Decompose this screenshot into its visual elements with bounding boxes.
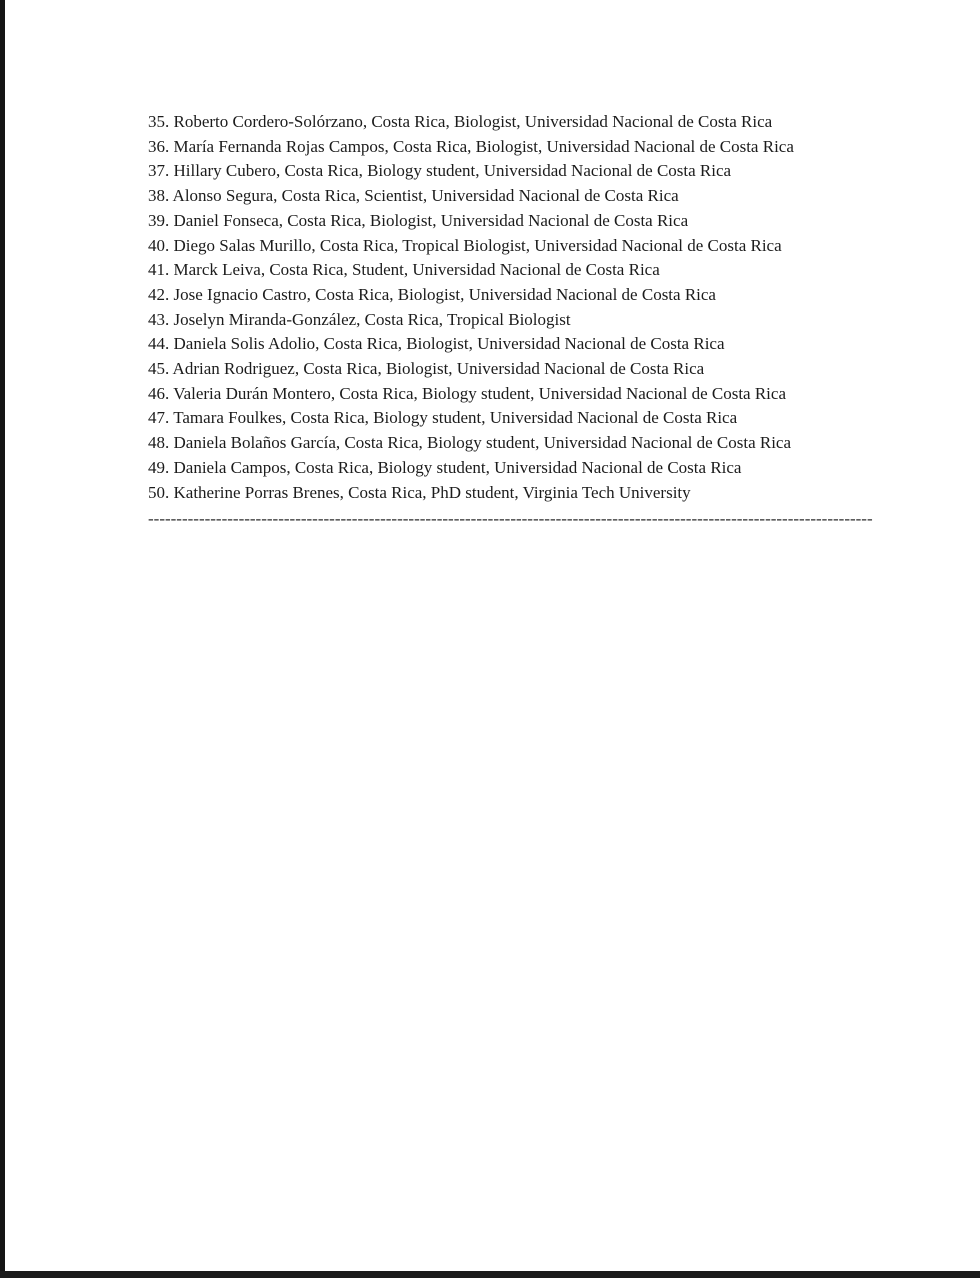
separator-dashes: --------------------------------------------------------------------------------------------------------------------------------: [148, 509, 873, 529]
list-item: 43. Joselyn Miranda-González, Costa Rica, Tropical Biologist: [148, 309, 571, 329]
scan-edge-bottom: [0, 1271, 980, 1278]
list-item: 40. Diego Salas Murillo, Costa Rica, Tropical Biologist, Universidad Nacional de Costa Rica: [148, 235, 782, 255]
list-item: 47. Tamara Foulkes, Costa Rica, Biology student, Universidad Nacional de Costa Rica: [148, 408, 738, 428]
list-item: 39. Daniel Fonseca, Costa Rica, Biologist, Universidad Nacional de Costa Rica: [148, 210, 689, 230]
list-item: 42. Jose Ignacio Castro, Costa Rica, Biologist, Universidad Nacional de Costa Rica: [148, 284, 716, 304]
list-item: 46. Valeria Durán Montero, Costa Rica, Biology student, Universidad Nacional de Costa Rica: [148, 383, 786, 403]
list-item: 35. Roberto Cordero-Solórzano, Costa Rica, Biologist, Universidad Nacional de Costa Rica: [148, 112, 773, 131]
list-item: 48. Daniela Bolaños García, Costa Rica, Biology student, Universidad Nacional de Costa Rica: [148, 433, 792, 453]
page-content: [148, 110, 964, 532]
scan-edge-left: [0, 0, 5, 1278]
list-item: 41. Marck Leiva, Costa Rica, Student, Universidad Nacional de Costa Rica: [148, 260, 660, 280]
list-item: 49. Daniela Campos, Costa Rica, Biology student, Universidad Nacional de Costa Rica: [148, 457, 742, 477]
list-item: 44. Daniela Solis Adolio, Costa Rica, Biologist, Universidad Nacional de Costa Rica: [148, 334, 725, 354]
list-item: 37. Hillary Cubero, Costa Rica, Biology student, Universidad Nacional de Costa Rica: [148, 161, 732, 181]
list-item: 38. Alonso Segura, Costa Rica, Scientist, Universidad Nacional de Costa Rica: [148, 186, 679, 206]
list-item: 50. Katherine Porras Brenes, Costa Rica, PhD student, Virginia Tech University: [148, 482, 691, 502]
list-item: 36. María Fernanda Rojas Campos, Costa Rica, Biologist, Universidad Nacional de Costa Rica: [148, 136, 794, 156]
list-item: 45. Adrian Rodriguez, Costa Rica, Biologist, Universidad Nacional de Costa Rica: [148, 359, 705, 379]
attendee-list: [148, 110, 964, 505]
